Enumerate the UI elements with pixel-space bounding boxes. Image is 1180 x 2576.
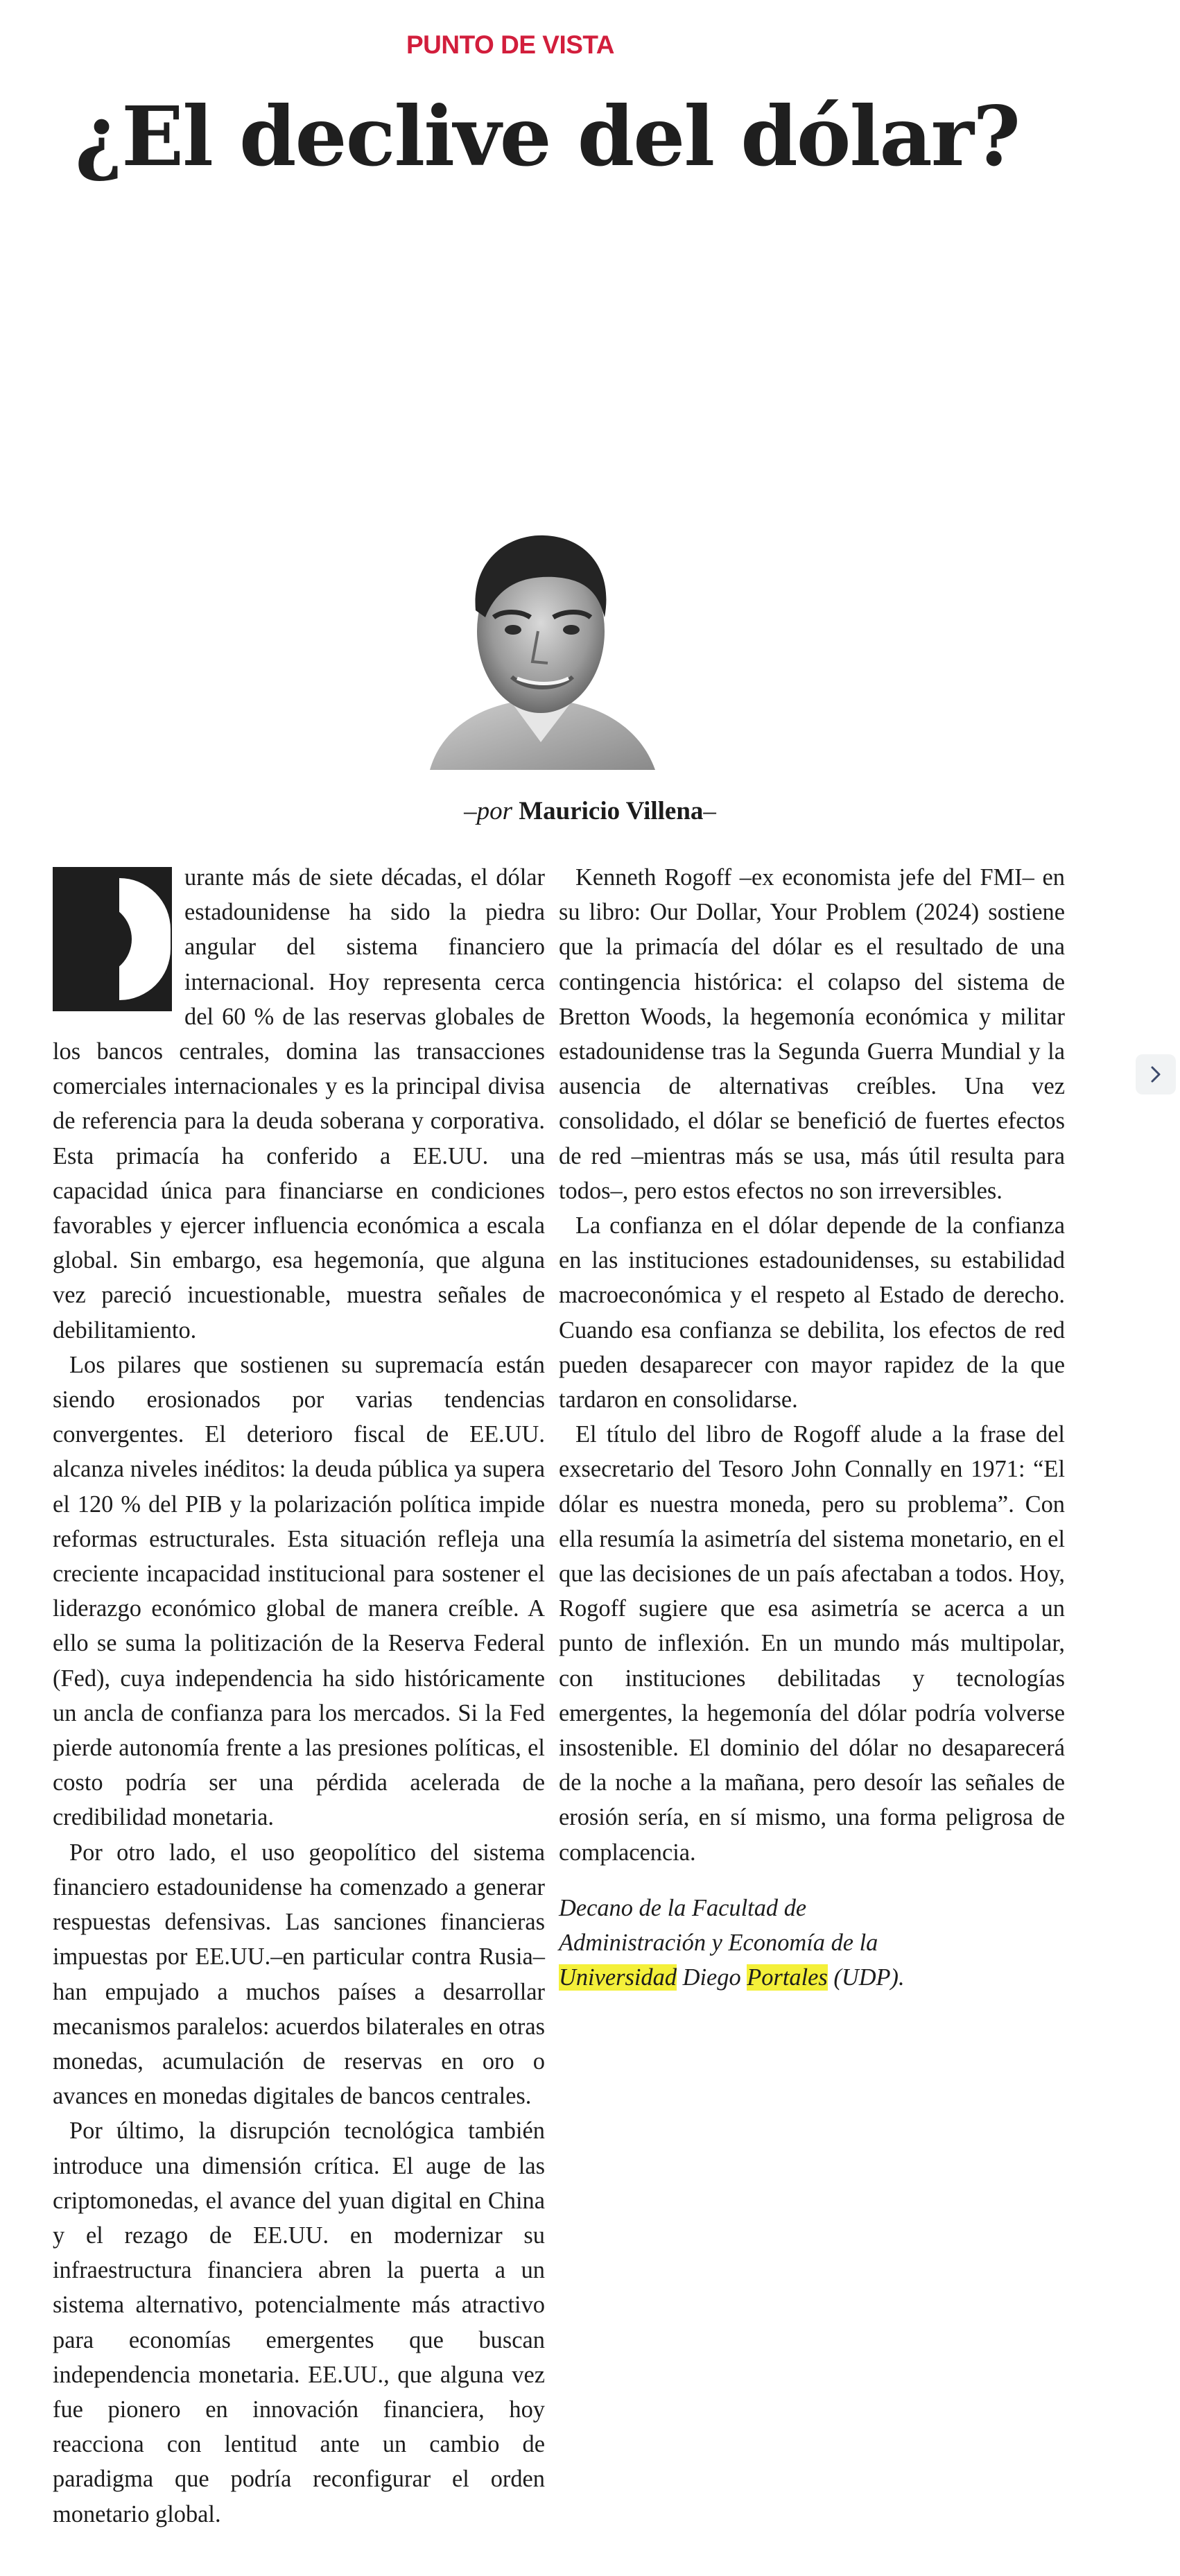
signature-line-3 <box>559 1960 1065 1995</box>
chevron-right-icon <box>1145 1064 1166 1085</box>
article-paragraph-6: La confianza en el dólar depende de la confianza en las instituciones estadounidenses, su estabilidad macroeconómica y el respeto al Estado de derecho. Cuando esa confianza se debilita, los efectos de red pueden desaparecer con mayor rapidez de la que tardaron en consolidarse. <box>559 1212 1065 1414</box>
article-paragraph-4: Por último, la disrupción tecnológica también introduce una dimensión crítica. El auge de las criptomonedas, el avance del yuan digital en China y el rezago de EE.UU. en modernizar su infraestructura financiera abren la puerta a un sistema alternativo, potencialmente más atractivo para economías emergentes que buscan independencia monetaria. EE.UU., que alguna vez fue pionero en innovación financiera, hoy reacciona con lentitud ante un cambio de paradigma que podría reconfigurar el orden monetario global. <box>53 2118 545 2527</box>
signature-highlight-universidad: Universidad <box>559 1964 677 1991</box>
headline: ¿El declive del dólar? <box>75 88 1020 184</box>
article-paragraph-1 <box>53 860 545 1348</box>
signature-text-diego: Diego <box>677 1964 747 1991</box>
author-signature <box>559 1891 1065 1995</box>
article-paragraph-7: El título del libro de Rogoff alude a la frase del exsecretario del Tesoro John Connally en 1971: “El dólar es nuestra moneda, pero su problema”. Con ella resumía la asimetría del sistema monetario, en el que las decisiones de un país afectaban a todos. Hoy, Rogoff sugiere que esa asimetría se acerca a un punto de inflexión. En un mundo más multipolar, con instituciones debilitadas y tecnologías emergentes, la hegemonía del dólar podría volverse insostenible. El dominio del dólar no desaparecerá de la noche a la mañana, pero desoír las señales de erosión sería, en sí mismo, una forma peligrosa de complacencia. <box>559 1421 1065 1866</box>
signature-highlight-portales: Portales <box>747 1964 828 1991</box>
signature-text-udp: (UDP). <box>827 1964 905 1991</box>
signature-line-2: Administración y Economía de la <box>559 1929 878 1956</box>
article-paragraph-2: Los pilares que sostienen su supremacía están siendo erosionados por varias tendencias convergentes. El deterioro fiscal de EE.UU. alcanza niveles inéditos: la deuda pública ya supera el 120 % del PIB y la polarización política impide reformas estructurales. Esta situación refleja una creciente incapacidad institucional para sostener el liderazgo económico global de manera creíble. A ello se suma la politización de la Reserva Federal (Fed), cuya independencia ha sido históricamente un ancla de confianza para los mercados. Si la Fed pierde autonomía frente a las presiones políticas, el costo podría ser una pérdida acelerada de credibilidad monetaria. <box>53 1351 545 1831</box>
author-portrait <box>416 513 666 770</box>
byline-prefix: –por <box>464 797 512 825</box>
article-paragraph-5: Kenneth Rogoff –ex economista jefe del FMI– en su libro: Our Dollar, Your Problem (2024) sostiene que la primacía del dólar es el resultado de una contingencia histórica: el colapso del sistema de Bretton Woods, la hegemonía económica y militar estadounidense tras la Segunda Guerra Mundial y la ausencia de alternativas creíbles. Una vez consolidado, el dólar se benefició de fuertes efectos de red –mientras más se usa, más útil resulta para todos–, pero estos efectos no son irreversibles. <box>559 864 1065 1204</box>
paragraph-1-text: urante más de siete décadas, el dólar estadounidense ha sido la piedra angular del sistema financiero internacional. Hoy representa cerca del 60 % de las reservas globales de los bancos centrales, domina las transacciones comerciales internacionales y es la principal divisa de referencia para la deuda soberana y corporativa. Esta primacía ha conferido a EE.UU. una capacidad única para financiarse en condiciones favorables y ejercer influencia económica a escala global. Sin embargo, esa hegemonía, que alguna vez pareció incuestionable, muestra señales de debilitamiento. <box>53 864 545 1343</box>
byline <box>0 796 1180 826</box>
article-column-left <box>53 860 545 2532</box>
next-page-button[interactable] <box>1136 1054 1176 1094</box>
signature-line-1: Decano de la Facultad de <box>559 1894 807 1921</box>
article-column-right <box>559 860 1065 1995</box>
byline-suffix: – <box>703 797 716 825</box>
section-label: PUNTO DE VISTA <box>406 31 615 59</box>
byline-author: Mauricio Villena <box>519 797 704 825</box>
article-paragraph-3: Por otro lado, el uso geopolítico del sistema financiero estadounidense ha comenzado a generar respuestas defensivas. Las sanciones financieras impuestas por EE.UU.–en particular contra Rusia– han empujado a muchos países a desarrollar mecanismos paralelos: acuerdos bilaterales en otras monedas, acumulación de reservas en oro o avances en monedas digitales de bancos centrales. <box>53 1839 545 2110</box>
dropcap-d <box>53 867 172 1011</box>
